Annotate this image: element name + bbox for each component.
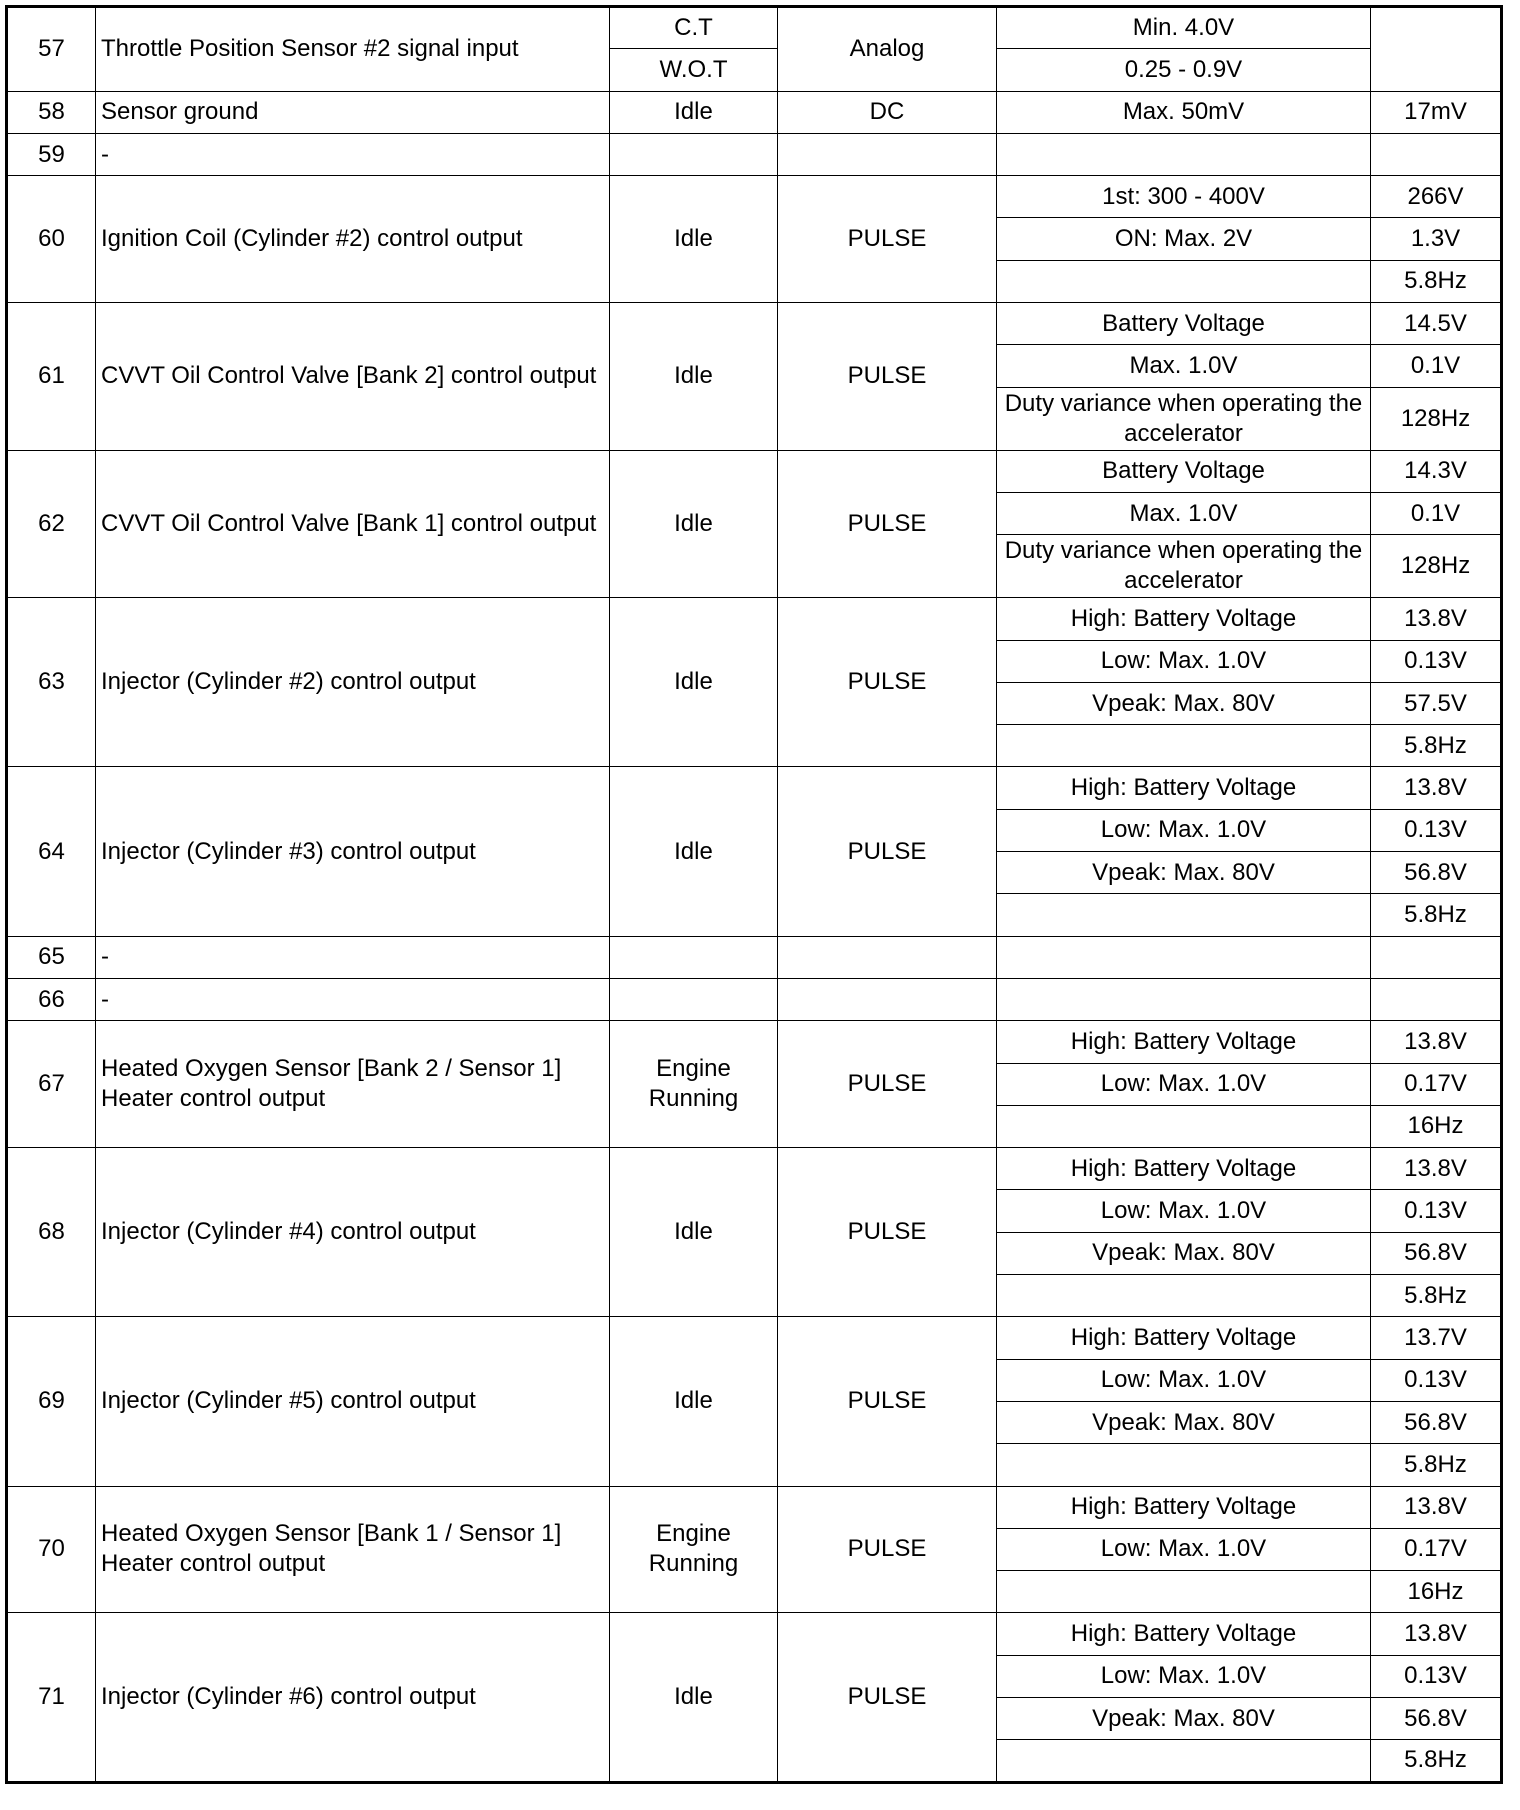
- test-result: 5.8Hz: [1371, 894, 1502, 936]
- spec-value: High: Battery Voltage: [997, 598, 1371, 640]
- condition: [610, 978, 778, 1020]
- signal-type: [778, 978, 997, 1020]
- signal-type: PULSE: [778, 767, 997, 936]
- pin-description: Injector (Cylinder #2) control output: [96, 598, 610, 767]
- test-result: 1.3V: [1371, 218, 1502, 260]
- test-result: 57.5V: [1371, 682, 1502, 724]
- spec-value: Battery Voltage: [997, 303, 1371, 345]
- table-row: [7, 450, 1502, 492]
- pin-description: -: [96, 133, 610, 175]
- test-result: 0.13V: [1371, 640, 1502, 682]
- test-result: 16Hz: [1371, 1571, 1502, 1613]
- table-row: [7, 1021, 1502, 1063]
- test-result: 13.8V: [1371, 598, 1502, 640]
- condition: Idle: [610, 1317, 778, 1486]
- condition: [610, 936, 778, 978]
- spec-value: ON: Max. 2V: [997, 218, 1371, 260]
- pin-description: Injector (Cylinder #6) control output: [96, 1613, 610, 1782]
- table-row: [7, 936, 1502, 978]
- signal-type: PULSE: [778, 1317, 997, 1486]
- condition: C.T: [610, 7, 778, 49]
- spec-value: High: Battery Voltage: [997, 1148, 1371, 1190]
- spec-value: Vpeak: Max. 80V: [997, 1697, 1371, 1739]
- signal-type: PULSE: [778, 1148, 997, 1317]
- condition: Idle: [610, 767, 778, 936]
- test-result: 5.8Hz: [1371, 725, 1502, 767]
- test-result: 0.1V: [1371, 492, 1502, 534]
- condition: Idle: [610, 91, 778, 133]
- test-result: 56.8V: [1371, 1697, 1502, 1739]
- condition: [610, 133, 778, 175]
- spec-value: Duty variance when operating the accelerator: [997, 535, 1371, 598]
- pin-number: 59: [7, 133, 96, 175]
- spec-value: Max. 50mV: [997, 91, 1371, 133]
- pin-description: Ignition Coil (Cylinder #2) control output: [96, 176, 610, 303]
- test-result: 56.8V: [1371, 1232, 1502, 1274]
- signal-type: PULSE: [778, 1021, 997, 1148]
- test-result: 16Hz: [1371, 1105, 1502, 1147]
- test-result: 14.3V: [1371, 450, 1502, 492]
- signal-type: PULSE: [778, 450, 997, 598]
- spec-value: Max. 1.0V: [997, 492, 1371, 534]
- signal-type: [778, 936, 997, 978]
- pin-number: 69: [7, 1317, 96, 1486]
- test-result: 128Hz: [1371, 535, 1502, 598]
- pin-description: Injector (Cylinder #5) control output: [96, 1317, 610, 1486]
- spec-value: Battery Voltage: [997, 450, 1371, 492]
- test-result: 17mV: [1371, 91, 1502, 133]
- table-row: [7, 7, 1502, 49]
- pin-number: 60: [7, 176, 96, 303]
- signal-type: DC: [778, 91, 997, 133]
- spec-value: Vpeak: Max. 80V: [997, 1401, 1371, 1443]
- test-result: 128Hz: [1371, 387, 1502, 450]
- pin-number: 61: [7, 303, 96, 451]
- test-result: 5.8Hz: [1371, 1275, 1502, 1317]
- pin-description: CVVT Oil Control Valve [Bank 1] control output: [96, 450, 610, 598]
- spec-value: Low: Max. 1.0V: [997, 1063, 1371, 1105]
- spec-value: Low: Max. 1.0V: [997, 809, 1371, 851]
- pin-number: 62: [7, 450, 96, 598]
- spec-value: [997, 936, 1371, 978]
- spec-value: [997, 260, 1371, 302]
- spec-value: Vpeak: Max. 80V: [997, 682, 1371, 724]
- spec-value: [997, 1275, 1371, 1317]
- pin-number: 64: [7, 767, 96, 936]
- spec-value: [997, 894, 1371, 936]
- test-result: 5.8Hz: [1371, 1444, 1502, 1486]
- table-row: [7, 1486, 1502, 1528]
- table-row: [7, 1148, 1502, 1190]
- condition: Idle: [610, 1148, 778, 1317]
- table-row: [7, 767, 1502, 809]
- test-result: 13.8V: [1371, 1486, 1502, 1528]
- table-row: [7, 133, 1502, 175]
- spec-value: [997, 133, 1371, 175]
- spec-value: 0.25 - 0.9V: [997, 49, 1371, 91]
- table-row: [7, 1317, 1502, 1359]
- test-result: 0.13V: [1371, 1190, 1502, 1232]
- pin-number: 68: [7, 1148, 96, 1317]
- pin-number: 63: [7, 598, 96, 767]
- test-result: 0.17V: [1371, 1063, 1502, 1105]
- spec-value: High: Battery Voltage: [997, 1021, 1371, 1063]
- condition: Engine Running: [610, 1486, 778, 1613]
- spec-value: Low: Max. 1.0V: [997, 1359, 1371, 1401]
- pin-description: Injector (Cylinder #3) control output: [96, 767, 610, 936]
- test-result: 0.13V: [1371, 1655, 1502, 1697]
- spec-value: High: Battery Voltage: [997, 767, 1371, 809]
- test-result: 0.13V: [1371, 1359, 1502, 1401]
- pin-description: Throttle Position Sensor #2 signal input: [96, 7, 610, 92]
- spec-value: Duty variance when operating the accelerator: [997, 387, 1371, 450]
- table-row: [7, 303, 1502, 345]
- test-result: 266V: [1371, 176, 1502, 218]
- spec-value: 1st: 300 - 400V: [997, 176, 1371, 218]
- signal-type: PULSE: [778, 176, 997, 303]
- test-result: [1371, 936, 1502, 978]
- pin-description: Heated Oxygen Sensor [Bank 1 / Sensor 1] Heater control output: [96, 1486, 610, 1613]
- test-result: 13.7V: [1371, 1317, 1502, 1359]
- test-result: 0.17V: [1371, 1528, 1502, 1570]
- spec-value: Low: Max. 1.0V: [997, 1190, 1371, 1232]
- pin-description: Injector (Cylinder #4) control output: [96, 1148, 610, 1317]
- test-result: [1371, 978, 1502, 1020]
- pin-number: 65: [7, 936, 96, 978]
- spec-value: [997, 1105, 1371, 1147]
- spec-value: [997, 1444, 1371, 1486]
- pin-number: 58: [7, 91, 96, 133]
- test-result: 13.8V: [1371, 1021, 1502, 1063]
- test-result: 13.8V: [1371, 767, 1502, 809]
- table-row: [7, 1613, 1502, 1655]
- test-result: 56.8V: [1371, 852, 1502, 894]
- signal-type: Analog: [778, 7, 997, 92]
- table-row: [7, 176, 1502, 218]
- test-result: 5.8Hz: [1371, 1740, 1502, 1782]
- test-result: 14.5V: [1371, 303, 1502, 345]
- test-result: [1371, 133, 1502, 175]
- table-row: [7, 598, 1502, 640]
- pin-number: 66: [7, 978, 96, 1020]
- signal-type: PULSE: [778, 1613, 997, 1782]
- test-result: 13.8V: [1371, 1613, 1502, 1655]
- pin-description: -: [96, 978, 610, 1020]
- condition: W.O.T: [610, 49, 778, 91]
- test-result: 0.13V: [1371, 809, 1502, 851]
- spec-value: [997, 1740, 1371, 1782]
- spec-value: High: Battery Voltage: [997, 1613, 1371, 1655]
- signal-type: PULSE: [778, 1486, 997, 1613]
- spec-value: Low: Max. 1.0V: [997, 1655, 1371, 1697]
- spec-value: High: Battery Voltage: [997, 1317, 1371, 1359]
- pin-number: 57: [7, 7, 96, 92]
- spec-value: [997, 978, 1371, 1020]
- spec-value: Low: Max. 1.0V: [997, 1528, 1371, 1570]
- condition: Idle: [610, 450, 778, 598]
- spec-value: Low: Max. 1.0V: [997, 640, 1371, 682]
- spec-value: [997, 1571, 1371, 1613]
- pin-description: Sensor ground: [96, 91, 610, 133]
- test-result: 5.8Hz: [1371, 260, 1502, 302]
- pin-number: 67: [7, 1021, 96, 1148]
- condition: Idle: [610, 303, 778, 451]
- signal-type: PULSE: [778, 303, 997, 451]
- pin-description: CVVT Oil Control Valve [Bank 2] control output: [96, 303, 610, 451]
- table-row: [7, 91, 1502, 133]
- test-result: 56.8V: [1371, 1401, 1502, 1443]
- pin-spec-sheet: [5, 5, 1503, 1784]
- spec-value: Min. 4.0V: [997, 7, 1371, 49]
- condition: Engine Running: [610, 1021, 778, 1148]
- test-result: 0.1V: [1371, 345, 1502, 387]
- test-result: 13.8V: [1371, 1148, 1502, 1190]
- spec-value: [997, 725, 1371, 767]
- pin-description: Heated Oxygen Sensor [Bank 2 / Sensor 1] Heater control output: [96, 1021, 610, 1148]
- pin-number: 70: [7, 1486, 96, 1613]
- spec-value: Max. 1.0V: [997, 345, 1371, 387]
- signal-type: PULSE: [778, 598, 997, 767]
- test-result: [1371, 7, 1502, 92]
- table-row: [7, 978, 1502, 1020]
- spec-value: Vpeak: Max. 80V: [997, 852, 1371, 894]
- condition: Idle: [610, 176, 778, 303]
- condition: Idle: [610, 598, 778, 767]
- pin-description: -: [96, 936, 610, 978]
- pin-number: 71: [7, 1613, 96, 1782]
- pin-spec-table: [5, 5, 1503, 1784]
- spec-value: High: Battery Voltage: [997, 1486, 1371, 1528]
- spec-value: Vpeak: Max. 80V: [997, 1232, 1371, 1274]
- condition: Idle: [610, 1613, 778, 1782]
- signal-type: [778, 133, 997, 175]
